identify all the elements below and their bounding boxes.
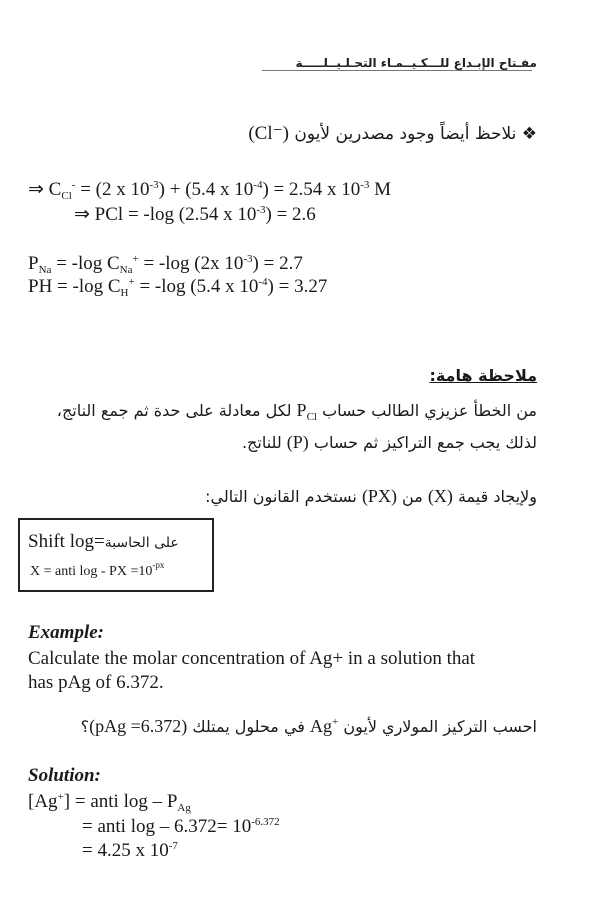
chloride-ion: (Cl⁻) [248,123,289,144]
remark-line-1 [57,400,537,421]
formula-box [18,518,214,592]
eq1-exp3: -3 [360,179,370,191]
eq1-part1: = (2 x 10 [75,179,150,200]
question-mark: ؟ [80,717,90,736]
sup-plus: + [57,791,64,803]
header-rule [262,70,532,71]
eq2-part2: ) = 2.6 [265,204,316,225]
remark-line3-part1: ولإيجاد قيمة [457,487,537,506]
formula-box-line-2 [30,560,165,580]
p-symbol: (P) [286,432,309,452]
eq4-part2: = -log (5.4 x 10 [134,276,259,297]
diamond-bullet-icon: ❖ [521,124,537,144]
eq1-exp2: -4 [253,179,263,191]
symbol-p: P [28,253,39,274]
pag-value: (pAg =6.372) [89,716,188,736]
page-header: مفـتاح الإبـداع للـــكـيــمـاء التحـلـيــلـــــة [295,56,537,70]
example-text-line-2: has pAg of 6.372. [28,672,164,693]
remark-line2-part2: للناتج. [241,433,282,452]
eq3-part2: = -log (2x 10 [138,253,244,274]
sub-na-2: Na [119,264,133,276]
remark-line1-part2: لكل معادلة على حدة ثم جمع الناتج، [56,401,292,420]
implies-arrow: ⇒ [74,204,90,225]
px-symbol: (PX) [361,486,397,506]
sup-plus: + [128,276,135,288]
eq2-exp1: -3 [256,204,266,216]
sub-h: H [120,287,129,299]
remark-line3-part3: نستخدم القانون التالي: [205,487,357,506]
eq3-exp1: -3 [243,253,253,265]
equation-pna [28,253,303,275]
eq4-exp1: -4 [258,276,268,288]
eq4-part3: ) = 3.27 [267,276,328,297]
x-symbol: (X) [427,486,453,506]
antilog-exponent: -px [152,560,165,570]
example-arabic-question [81,716,537,737]
implies-arrow: ⇒ [28,179,44,200]
solution-line-3 [82,840,178,862]
eq1-part3: ) = 2.54 x 10 [262,179,361,200]
example-text-line-1: Calculate the molar concentration of Ag+ in a solution that [28,648,476,669]
sub-ag: Ag [177,802,191,814]
remark-line1-part1: من الخطأ عزيزي الطالب حساب [322,401,537,420]
eq2-part1: PCl = -log (2.54 x 10 [89,204,257,225]
equation-ph [28,276,327,298]
remark-line-3 [205,486,537,507]
sub-cl: Cl [61,190,72,202]
solution-heading: Solution: [28,765,101,786]
sol2-exp: -6.372 [251,816,280,828]
arabic-q-part1: احسب التركيز المولاري لأيون [343,717,537,736]
eq1-part2: ) + (5.4 x 10 [158,179,254,200]
eq3-part3: ) = 2.7 [252,253,303,274]
calculator-note: على الحاسبة [104,535,179,551]
shift-log-text: Shift log= [28,531,105,552]
eq1-exp1: -3 [149,179,159,191]
antilog-formula: X = anti log - PX =10 [30,564,153,579]
sup-plus: + [132,253,139,265]
eq1-part4: M [369,179,392,200]
note-two-sources [248,122,537,145]
ag-symbol: Ag [310,716,333,736]
solution-line-2 [82,816,280,838]
solution-line-1 [28,791,191,813]
equation-pcl [74,204,316,226]
sol1-part2: ] = anti log – P [63,791,178,812]
eq3-part1: = -log C [51,253,120,274]
sup-minus: - [71,179,76,191]
remark-line-2 [242,432,537,453]
silver-ion [310,716,338,736]
symbol-c: C [48,179,62,200]
remark-title: ملاحظة هامة: [429,366,537,385]
arabic-q-part2: في محلول يمتلك [192,717,305,736]
formula-box-line-1 [28,531,179,553]
example-heading: Example: [28,622,104,643]
remark-line3-part2: من [402,487,423,506]
note-text: نلاحظ أيضاً وجود مصدرين لأيون [294,124,517,144]
equation-ccl [28,179,391,201]
sol3-part1: = 4.25 x 10 [82,840,169,861]
sub-na: Na [38,264,52,276]
sol1-part1: [Ag [28,791,58,812]
sup-plus: + [332,716,339,728]
symbol-p: P [296,400,307,420]
sub-cl: Cl [306,411,317,423]
eq4-part1: PH = -log C [28,276,121,297]
remark-line2-part1: لذلك يجب جمع التراكيز ثم حساب [313,433,537,452]
p-cl-symbol [296,400,317,423]
sol3-exp: -7 [168,840,178,852]
sol2-part1: = anti log – 6.372= 10 [82,816,252,837]
